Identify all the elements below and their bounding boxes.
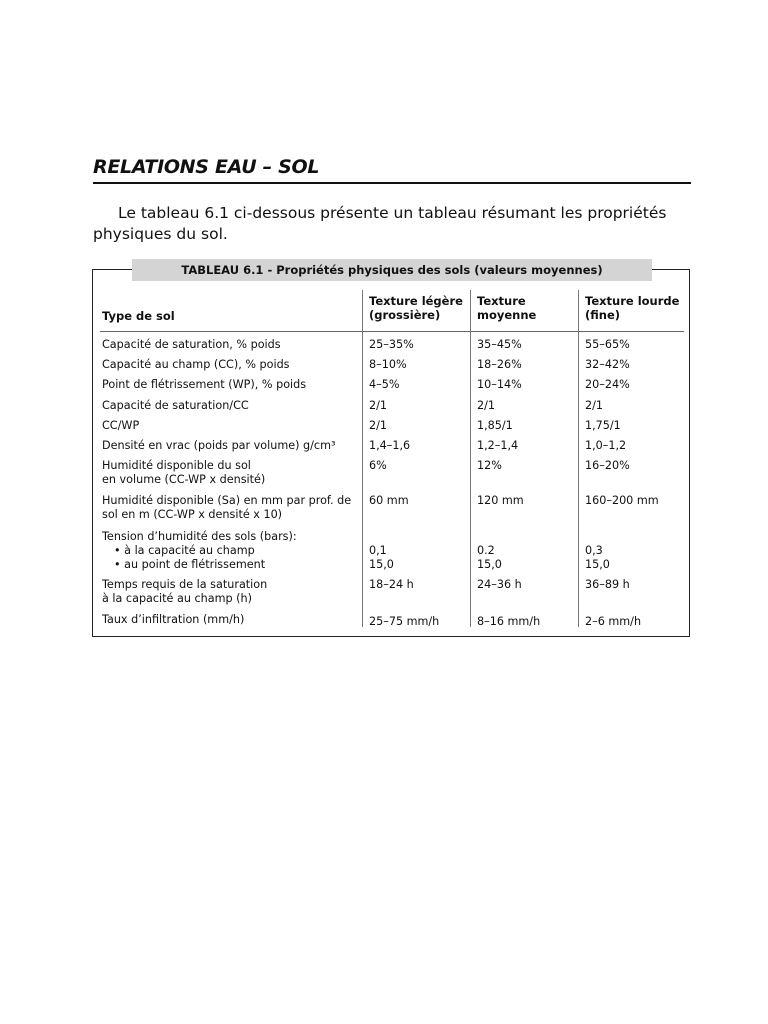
cell-heavy: 55–65%: [585, 338, 630, 351]
cell-heavy: 160–200 mm: [585, 494, 659, 507]
cell-heavy: 1,0–1,2: [585, 439, 627, 452]
cell-heavy: 32–42%: [585, 358, 630, 371]
row-label: Point de flétrissement (WP), % poids: [102, 378, 307, 391]
header-medium-line1: Texture: [477, 294, 526, 308]
cell-heavy-line2: 15,0: [585, 558, 610, 571]
title-rule: [93, 182, 691, 184]
cell-medium: 1,85/1: [477, 419, 513, 432]
cell-medium: 10–14%: [477, 378, 522, 391]
intro-paragraph: Le tableau 6.1 ci-dessous présente un tableau résumant les propriétés physiques du sol.: [93, 204, 667, 243]
cell-light: 2/1: [369, 419, 388, 432]
header-light-line1: Texture légère: [369, 294, 463, 308]
cell-heavy: 16–20%: [585, 459, 630, 472]
row-label: Humidité disponible (Sa) en mm par prof. de: [102, 494, 352, 507]
cell-medium: 2/1: [477, 399, 496, 412]
row-label: Temps requis de la saturation: [102, 578, 268, 591]
cell-light: 8–10%: [369, 358, 407, 371]
cell-light-line2: 15,0: [369, 558, 394, 571]
cell-heavy: 2–6 mm/h: [585, 615, 642, 628]
row-label: Tension d’humidité des sols (bars):: [102, 530, 297, 543]
row-label: Capacité de saturation, % poids: [102, 338, 281, 351]
section-title: RELATIONS EAU – SOL: [93, 156, 320, 178]
cell-medium: 24–36 h: [477, 578, 522, 591]
cell-medium: 12%: [477, 459, 502, 472]
cell-medium: 120 mm: [477, 494, 524, 507]
cell-heavy: 2/1: [585, 399, 604, 412]
column-divider: [578, 290, 579, 627]
cell-heavy: 36–89 h: [585, 578, 630, 591]
row-label: Densité en vrac (poids par volume) g/cm³: [102, 439, 336, 452]
column-divider: [362, 290, 363, 627]
cell-heavy: 1,75/1: [585, 419, 621, 432]
cell-light: 2/1: [369, 399, 388, 412]
table-caption: TABLEAU 6.1 - Propriétés physiques des sols (valeurs moyennes): [132, 259, 652, 281]
cell-light: 60 mm: [369, 494, 409, 507]
cell-medium: 0.2: [477, 544, 495, 557]
header-heavy-line1: Texture lourde: [585, 294, 680, 308]
cell-heavy: 20–24%: [585, 378, 630, 391]
cell-light: 6%: [369, 459, 387, 472]
row-label: Humidité disponible du sol: [102, 459, 251, 472]
header-medium-line2: moyenne: [477, 308, 537, 322]
row-label: Capacité au champ (CC), % poids: [102, 358, 290, 371]
cell-light: 0,1: [369, 544, 387, 557]
row-label-line2: • à la capacité au champ: [114, 544, 255, 557]
cell-medium: 18–26%: [477, 358, 522, 371]
row-label: Taux d’infiltration (mm/h): [102, 613, 245, 626]
header-light-line2: (grossière): [369, 308, 441, 322]
header-heavy-line2: (fine): [585, 308, 621, 322]
cell-medium-line2: 15,0: [477, 558, 502, 571]
header-rule: [100, 331, 684, 332]
cell-medium: 8–16 mm/h: [477, 615, 541, 628]
cell-light: 4–5%: [369, 378, 400, 391]
header-type: Type de sol: [102, 309, 175, 323]
column-divider: [470, 290, 471, 627]
row-label-line2: en volume (CC-WP x densité): [102, 473, 266, 486]
row-label: Capacité de saturation/CC: [102, 399, 249, 412]
row-label: CC/WP: [102, 419, 140, 432]
row-label-line3: • au point de flétrissement: [114, 558, 266, 571]
row-label-line2: sol en m (CC-WP x densité x 10): [102, 508, 283, 521]
cell-light: 25–35%: [369, 338, 414, 351]
cell-light: 18–24 h: [369, 578, 414, 591]
row-label-line2: à la capacité au champ (h): [102, 592, 252, 605]
cell-light: 1,4–1,6: [369, 439, 411, 452]
cell-medium: 35–45%: [477, 338, 522, 351]
cell-light: 25–75 mm/h: [369, 615, 440, 628]
cell-medium: 1,2–1,4: [477, 439, 519, 452]
cell-heavy: 0,3: [585, 544, 603, 557]
